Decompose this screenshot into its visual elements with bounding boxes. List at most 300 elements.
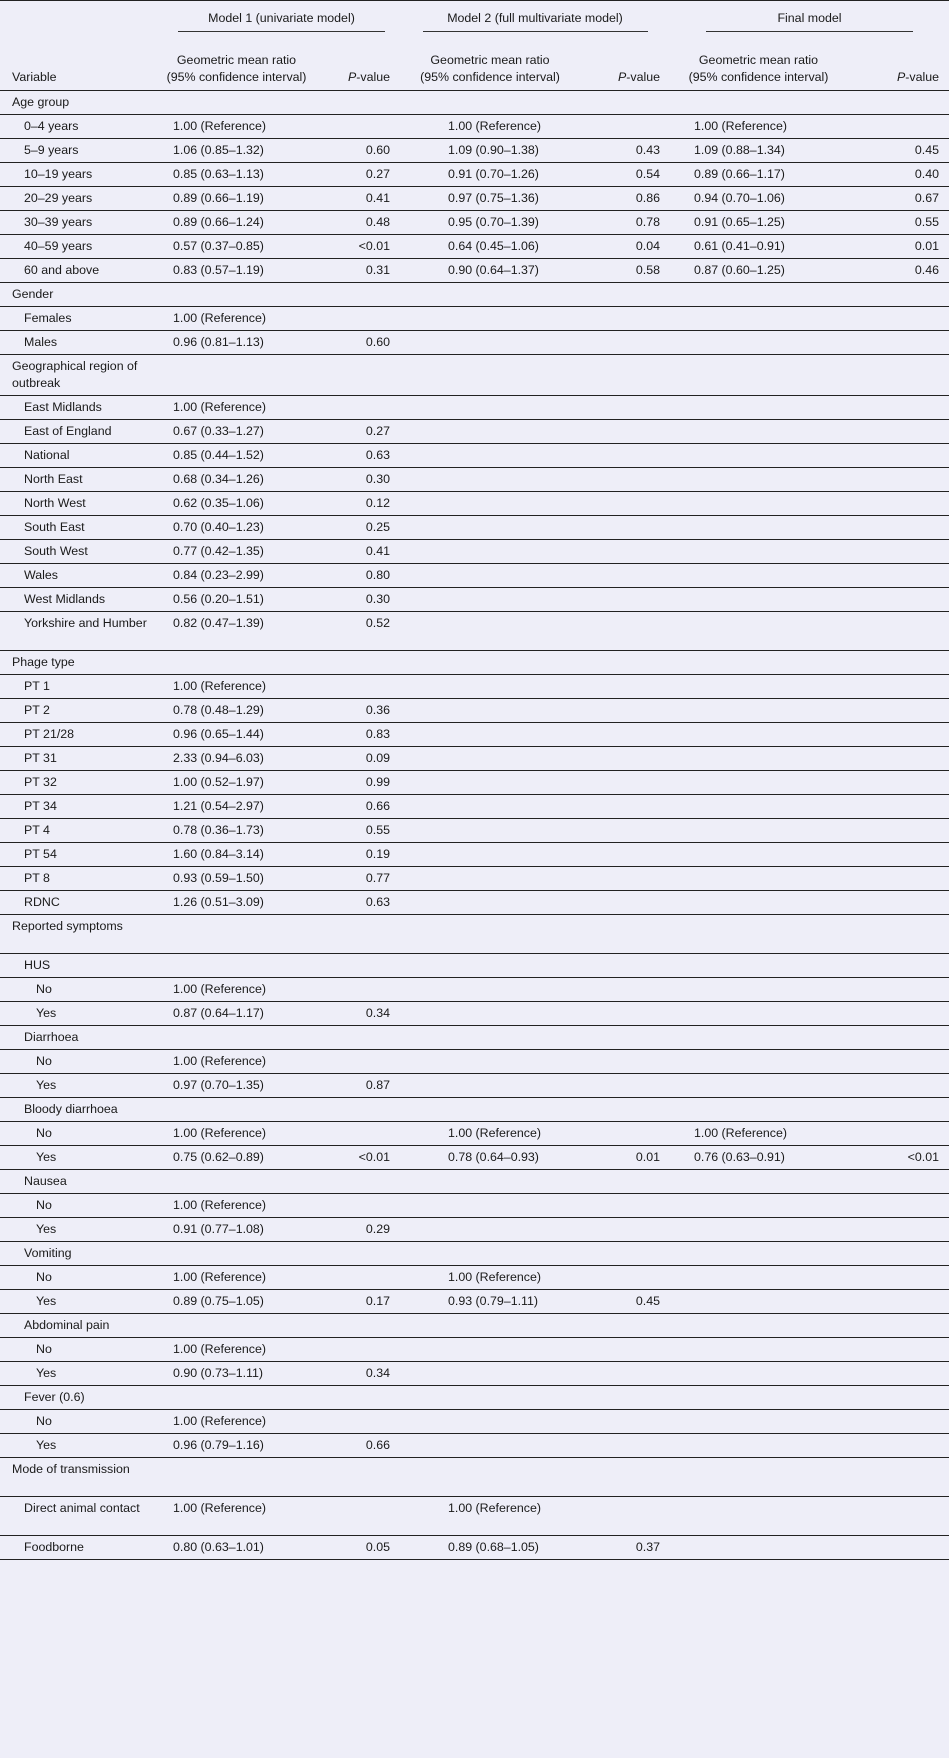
pvalue-cell: 0.40 (847, 162, 949, 186)
pvalue-cell: 0.66 (310, 1433, 400, 1457)
gmr-cell: 1.09 (0.90–1.38) (400, 138, 580, 162)
pvalue-cell (847, 563, 949, 587)
pvalue-cell (310, 977, 400, 1001)
table-row (0, 722, 949, 746)
gmr-cell: 0.64 (0.45–1.06) (400, 234, 580, 258)
gmr-cell: 1.00 (Reference) (163, 1496, 310, 1535)
table-group-row (0, 650, 949, 674)
header-spacer (0, 1, 163, 39)
variable-cell: No (0, 1409, 163, 1433)
model1-pvalue-header (310, 39, 400, 90)
pvalue-cell (580, 1073, 670, 1097)
gmr-cell (400, 1457, 580, 1496)
table-row (0, 330, 949, 354)
gmr-cell: 0.96 (0.81–1.13) (163, 330, 310, 354)
pvalue-cell (580, 1457, 670, 1496)
table-row (0, 953, 949, 977)
gmr-cell (670, 354, 847, 395)
gmr-cell (400, 395, 580, 419)
variable-cell: Bloody diarrhoea (0, 1097, 163, 1121)
pvalue-cell (580, 1001, 670, 1025)
gmr-cell (670, 650, 847, 674)
table-row (0, 1097, 949, 1121)
gmr-cell (400, 539, 580, 563)
table-row (0, 794, 949, 818)
variable-cell: West Midlands (0, 587, 163, 611)
variable-cell: Yes (0, 1073, 163, 1097)
gmr-cell: 1.09 (0.88–1.34) (670, 138, 847, 162)
pvalue-cell (580, 1193, 670, 1217)
variable-cell: Yes (0, 1361, 163, 1385)
pvalue-cell (847, 1121, 949, 1145)
variable-cell: PT 32 (0, 770, 163, 794)
table-row (0, 419, 949, 443)
gmr-header-line2: (95% confidence interval) (166, 69, 307, 84)
gmr-cell (400, 1025, 580, 1049)
model2-gmr-header (400, 39, 580, 90)
table-row (0, 1193, 949, 1217)
gmr-cell (400, 722, 580, 746)
variable-cell: PT 34 (0, 794, 163, 818)
gmr-cell (163, 953, 310, 977)
table-row (0, 1385, 949, 1409)
pvalue-cell (847, 1025, 949, 1049)
variable-cell: 0–4 years (0, 114, 163, 138)
pvalue-cell (310, 282, 400, 306)
pvalue-cell (847, 866, 949, 890)
pvalue-cell (310, 1193, 400, 1217)
pvalue-cell (310, 1169, 400, 1193)
pvalue-cell (847, 354, 949, 395)
pvalue-cell (580, 114, 670, 138)
gmr-cell: 1.00 (Reference) (163, 1121, 310, 1145)
gmr-cell (400, 1193, 580, 1217)
gmr-cell (163, 1241, 310, 1265)
variable-cell: PT 31 (0, 746, 163, 770)
gmr-cell (400, 282, 580, 306)
gmr-cell: 0.75 (0.62–0.89) (163, 1145, 310, 1169)
gmr-cell: 0.78 (0.48–1.29) (163, 698, 310, 722)
table-row (0, 1496, 949, 1535)
gmr-cell: 0.61 (0.41–0.91) (670, 234, 847, 258)
variable-cell: PT 8 (0, 866, 163, 890)
pvalue-cell (580, 1433, 670, 1457)
table-row (0, 1025, 949, 1049)
table-row (0, 1433, 949, 1457)
pvalue-cell (580, 1313, 670, 1337)
gmr-cell: 1.21 (0.54–2.97) (163, 794, 310, 818)
gmr-cell (670, 914, 847, 953)
final-model-heading-text: Final model (706, 10, 913, 32)
gmr-cell: 0.89 (0.66–1.24) (163, 210, 310, 234)
pvalue-cell (310, 1241, 400, 1265)
table-row (0, 1409, 949, 1433)
pvalue-cell: 0.09 (310, 746, 400, 770)
table-row (0, 258, 949, 282)
table-header (0, 1, 949, 90)
gmr-cell (670, 467, 847, 491)
p-italic: P (617, 69, 627, 84)
pvalue-cell (580, 1337, 670, 1361)
gmr-cell (400, 914, 580, 953)
table-group-row (0, 914, 949, 953)
pvalue-cell (580, 1385, 670, 1409)
gmr-cell: 1.00 (0.52–1.97) (163, 770, 310, 794)
pvalue-cell: 0.27 (310, 162, 400, 186)
table-row (0, 1145, 949, 1169)
gmr-cell (670, 1217, 847, 1241)
pvalue-cell: 0.01 (580, 1145, 670, 1169)
pvalue-cell: 0.66 (310, 794, 400, 818)
gmr-cell (400, 698, 580, 722)
pvalue-cell (310, 1313, 400, 1337)
variable-cell: Nausea (0, 1169, 163, 1193)
pvalue-cell: 0.60 (310, 138, 400, 162)
pvalue-cell (580, 539, 670, 563)
gmr-cell: 0.78 (0.64–0.93) (400, 1145, 580, 1169)
table-row (0, 977, 949, 1001)
table-group-row (0, 90, 949, 114)
pvalue-cell (847, 953, 949, 977)
pvalue-cell: 0.55 (847, 210, 949, 234)
gmr-cell: 0.68 (0.34–1.26) (163, 467, 310, 491)
table-row (0, 1361, 949, 1385)
table-row (0, 1169, 949, 1193)
gmr-cell (163, 1457, 310, 1496)
variable-column-header: Variable (0, 39, 163, 90)
pvalue-cell: 0.29 (310, 1217, 400, 1241)
pvalue-cell (310, 1097, 400, 1121)
table-row (0, 698, 949, 722)
pvalue-cell (847, 698, 949, 722)
variable-cell: Direct animal contact (0, 1496, 163, 1535)
pvalue-cell (847, 1361, 949, 1385)
variable-cell: Phage type (0, 650, 163, 674)
pvalue-cell (847, 674, 949, 698)
pvalue-cell (580, 1241, 670, 1265)
pvalue-cell: 0.19 (310, 842, 400, 866)
variable-cell: Abdominal pain (0, 1313, 163, 1337)
gmr-cell: 1.26 (0.51–3.09) (163, 890, 310, 914)
pvalue-cell (847, 1097, 949, 1121)
table-row (0, 306, 949, 330)
gmr-cell: 0.67 (0.33–1.27) (163, 419, 310, 443)
gmr-cell: 0.93 (0.59–1.50) (163, 866, 310, 890)
gmr-cell: 0.57 (0.37–0.85) (163, 234, 310, 258)
gmr-cell (163, 282, 310, 306)
gmr-cell (670, 563, 847, 587)
pvalue-cell (580, 306, 670, 330)
gmr-cell (163, 650, 310, 674)
gmr-cell (400, 1313, 580, 1337)
pvalue-cell (847, 1385, 949, 1409)
variable-cell: Yorkshire and Humber (0, 611, 163, 650)
pvalue-cell (580, 563, 670, 587)
gmr-cell: 0.62 (0.35–1.06) (163, 491, 310, 515)
gmr-cell (670, 1025, 847, 1049)
variable-cell: RDNC (0, 890, 163, 914)
gmr-cell (400, 794, 580, 818)
variable-cell: Geographical region of outbreak (0, 354, 163, 395)
variable-cell: North East (0, 467, 163, 491)
pvalue-cell: <0.01 (847, 1145, 949, 1169)
gmr-cell (670, 1169, 847, 1193)
pvalue-cell (847, 467, 949, 491)
p-suffix: -value (626, 69, 660, 84)
pvalue-cell (580, 953, 670, 977)
table-row (0, 1001, 949, 1025)
pvalue-cell (310, 650, 400, 674)
gmr-cell: 1.06 (0.85–1.32) (163, 138, 310, 162)
variable-cell: 5–9 years (0, 138, 163, 162)
gmr-cell: 0.78 (0.36–1.73) (163, 818, 310, 842)
pvalue-cell (580, 419, 670, 443)
gmr-cell: 2.33 (0.94–6.03) (163, 746, 310, 770)
p-italic: P (896, 69, 906, 84)
gmr-cell (400, 491, 580, 515)
gmr-cell (400, 1217, 580, 1241)
pvalue-cell (847, 1433, 949, 1457)
pvalue-cell (847, 977, 949, 1001)
pvalue-cell (580, 1025, 670, 1049)
pvalue-cell (847, 890, 949, 914)
gmr-cell: 0.91 (0.65–1.25) (670, 210, 847, 234)
variable-cell: PT 21/28 (0, 722, 163, 746)
table-row (0, 515, 949, 539)
pvalue-cell (580, 1049, 670, 1073)
gmr-cell: 1.00 (Reference) (163, 1409, 310, 1433)
pvalue-cell: 0.63 (310, 890, 400, 914)
pvalue-cell: 0.60 (310, 330, 400, 354)
pvalue-cell (847, 1193, 949, 1217)
gmr-cell: 1.00 (Reference) (670, 1121, 847, 1145)
variable-cell: Yes (0, 1433, 163, 1457)
pvalue-cell: 0.34 (310, 1001, 400, 1025)
pvalue-cell: 0.37 (580, 1535, 670, 1559)
gmr-cell (163, 354, 310, 395)
model2-heading-text: Model 2 (full multivariate model) (423, 10, 648, 32)
pvalue-cell (847, 611, 949, 650)
gmr-cell (400, 90, 580, 114)
table-row (0, 234, 949, 258)
gmr-cell (670, 953, 847, 977)
pvalue-cell: 0.48 (310, 210, 400, 234)
pvalue-cell (580, 914, 670, 953)
table-row (0, 1073, 949, 1097)
gmr-cell (670, 1049, 847, 1073)
model2-heading (400, 1, 670, 39)
pvalue-cell: 0.41 (310, 539, 400, 563)
pvalue-cell (580, 395, 670, 419)
pvalue-cell (847, 1409, 949, 1433)
pvalue-cell (310, 114, 400, 138)
gmr-cell (163, 1025, 310, 1049)
pvalue-cell (310, 1121, 400, 1145)
table-row (0, 611, 949, 650)
gmr-cell: 1.00 (Reference) (670, 114, 847, 138)
pvalue-cell (847, 770, 949, 794)
variable-cell: 20–29 years (0, 186, 163, 210)
table-row (0, 842, 949, 866)
pvalue-cell: 0.77 (310, 866, 400, 890)
table-row (0, 563, 949, 587)
pvalue-cell (847, 1313, 949, 1337)
gmr-cell (163, 1097, 310, 1121)
gmr-cell (670, 770, 847, 794)
pvalue-cell (847, 1001, 949, 1025)
pvalue-cell: 0.30 (310, 467, 400, 491)
table-row (0, 1337, 949, 1361)
pvalue-cell (310, 1265, 400, 1289)
pvalue-cell: 0.36 (310, 698, 400, 722)
variable-cell: Males (0, 330, 163, 354)
gmr-cell: 1.00 (Reference) (400, 1121, 580, 1145)
variable-cell: No (0, 1265, 163, 1289)
gmr-cell (670, 1313, 847, 1337)
final-pvalue-header (847, 39, 949, 90)
gmr-cell (400, 818, 580, 842)
gmr-cell: 0.85 (0.63–1.13) (163, 162, 310, 186)
variable-cell: East Midlands (0, 395, 163, 419)
gmr-cell (670, 722, 847, 746)
table-group-row (0, 282, 949, 306)
pvalue-cell: 0.12 (310, 491, 400, 515)
pvalue-cell (847, 1049, 949, 1073)
variable-cell: HUS (0, 953, 163, 977)
table-row (0, 746, 949, 770)
pvalue-cell (580, 794, 670, 818)
table-row (0, 395, 949, 419)
gmr-cell (400, 1385, 580, 1409)
gmr-cell (670, 515, 847, 539)
pvalue-cell: 0.99 (310, 770, 400, 794)
variable-cell: East of England (0, 419, 163, 443)
gmr-cell: 0.87 (0.64–1.17) (163, 1001, 310, 1025)
table-row (0, 1313, 949, 1337)
pvalue-cell: <0.01 (310, 234, 400, 258)
pvalue-cell (847, 90, 949, 114)
variable-cell: Foodborne (0, 1535, 163, 1559)
gmr-cell: 1.00 (Reference) (163, 1193, 310, 1217)
p-suffix: -value (356, 69, 390, 84)
gmr-cell (670, 1265, 847, 1289)
gmr-header-line1: Geometric mean ratio (430, 52, 550, 67)
variable-cell: National (0, 443, 163, 467)
gmr-cell: 1.00 (Reference) (163, 1049, 310, 1073)
pvalue-cell (847, 1169, 949, 1193)
pvalue-cell: <0.01 (310, 1145, 400, 1169)
gmr-cell (670, 842, 847, 866)
gmr-cell (670, 587, 847, 611)
pvalue-cell: 0.52 (310, 611, 400, 650)
table-row (0, 890, 949, 914)
pvalue-cell (580, 467, 670, 491)
gmr-cell: 1.00 (Reference) (400, 1265, 580, 1289)
pvalue-cell: 0.17 (310, 1289, 400, 1313)
variable-cell: Diarrhoea (0, 1025, 163, 1049)
gmr-cell: 0.90 (0.73–1.11) (163, 1361, 310, 1385)
pvalue-cell (847, 842, 949, 866)
gmr-cell: 0.97 (0.75–1.36) (400, 186, 580, 210)
gmr-header-line1: Geometric mean ratio (176, 52, 297, 67)
variable-cell: Fever (0.6) (0, 1385, 163, 1409)
gmr-cell (400, 1169, 580, 1193)
gmr-cell (670, 419, 847, 443)
gmr-cell (400, 515, 580, 539)
pvalue-cell (847, 306, 949, 330)
pvalue-cell: 0.04 (580, 234, 670, 258)
gmr-cell (670, 611, 847, 650)
pvalue-cell: 0.54 (580, 162, 670, 186)
gmr-cell (670, 1337, 847, 1361)
variable-cell: South West (0, 539, 163, 563)
gmr-cell: 0.89 (0.75–1.05) (163, 1289, 310, 1313)
gmr-cell: 1.00 (Reference) (400, 114, 580, 138)
pvalue-cell (847, 914, 949, 953)
gmr-cell: 0.96 (0.65–1.44) (163, 722, 310, 746)
pvalue-cell (310, 306, 400, 330)
gmr-cell (670, 1001, 847, 1025)
gmr-cell: 0.89 (0.66–1.17) (670, 162, 847, 186)
pvalue-cell (580, 1169, 670, 1193)
gmr-cell: 0.84 (0.23–2.99) (163, 563, 310, 587)
gmr-cell (400, 306, 580, 330)
table-row (0, 210, 949, 234)
pvalue-cell (310, 90, 400, 114)
final-model-heading (670, 1, 949, 39)
gmr-cell (670, 282, 847, 306)
gmr-cell (400, 977, 580, 1001)
table-row (0, 114, 949, 138)
pvalue-cell (310, 674, 400, 698)
gmr-header-line2: (95% confidence interval) (420, 69, 560, 84)
gmr-cell (400, 330, 580, 354)
gmr-cell (400, 1433, 580, 1457)
gmr-cell (400, 770, 580, 794)
pvalue-cell (310, 1337, 400, 1361)
pvalue-cell (847, 395, 949, 419)
gmr-cell (670, 818, 847, 842)
table-row (0, 138, 949, 162)
pvalue-cell (580, 443, 670, 467)
pvalue-cell (580, 1265, 670, 1289)
table-row (0, 1265, 949, 1289)
pvalue-cell (580, 746, 670, 770)
model1-heading (163, 1, 400, 39)
pvalue-cell (580, 587, 670, 611)
gmr-cell: 0.91 (0.77–1.08) (163, 1217, 310, 1241)
gmr-cell: 0.97 (0.70–1.35) (163, 1073, 310, 1097)
pvalue-cell (580, 1409, 670, 1433)
pvalue-cell (847, 419, 949, 443)
pvalue-cell: 0.45 (847, 138, 949, 162)
pvalue-cell (310, 1025, 400, 1049)
pvalue-cell (847, 1457, 949, 1496)
pvalue-cell (847, 722, 949, 746)
pvalue-cell (847, 746, 949, 770)
table-row (0, 1121, 949, 1145)
gmr-cell (670, 443, 847, 467)
pvalue-cell (847, 114, 949, 138)
pvalue-cell (580, 1097, 670, 1121)
pvalue-cell (310, 1457, 400, 1496)
pvalue-cell (847, 650, 949, 674)
gmr-cell (400, 611, 580, 650)
variable-cell: Yes (0, 1001, 163, 1025)
pvalue-cell (580, 977, 670, 1001)
gmr-cell (400, 842, 580, 866)
gmr-cell (400, 746, 580, 770)
